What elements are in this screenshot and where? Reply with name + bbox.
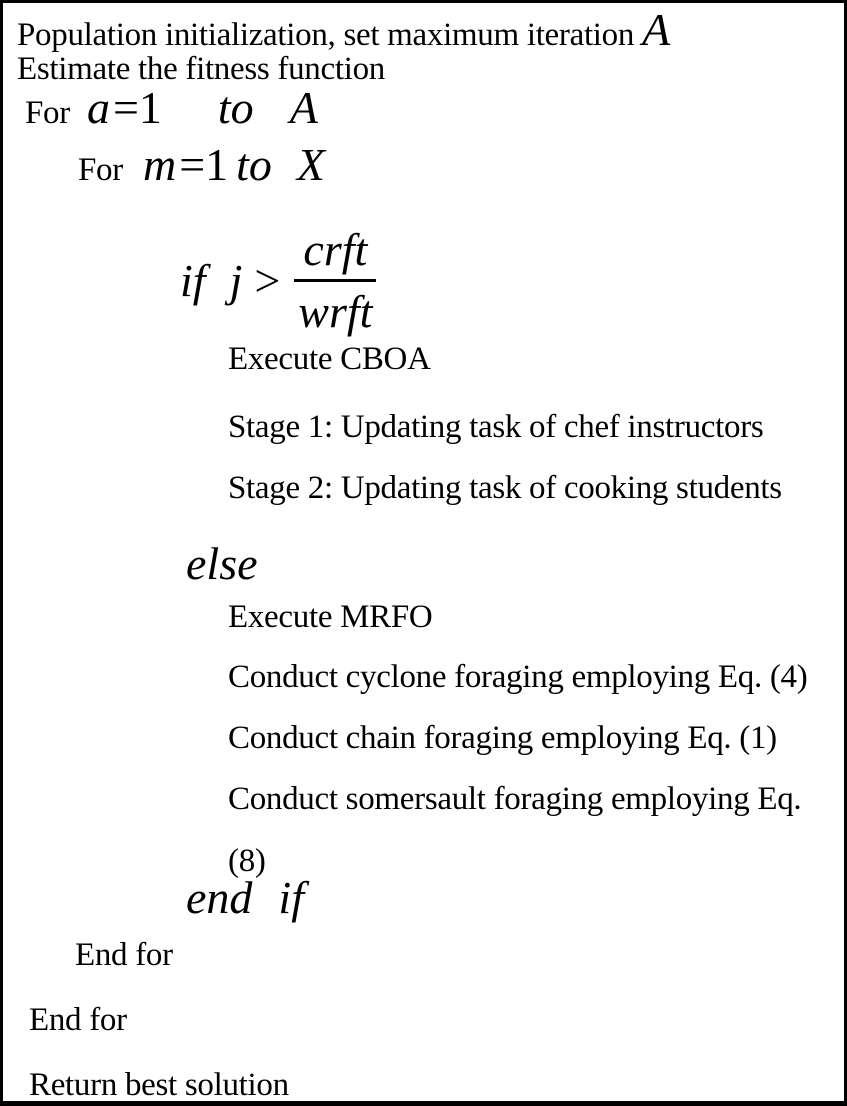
- max-iteration-var: A: [642, 4, 671, 55]
- conduct-somersault-text: Conduct somersault foraging employing Eq. (8): [228, 781, 802, 879]
- assign-inner: =1: [179, 139, 229, 190]
- stage1-text: Stage 1: Updating task of chef instructors: [228, 409, 764, 445]
- line-end-for-inner: [75, 939, 173, 972]
- end-for-inner-text: End for: [75, 937, 173, 973]
- to-keyword-outer: to: [217, 82, 254, 133]
- loop-var-m: m: [142, 139, 177, 190]
- line-conduct-chain: [228, 722, 777, 755]
- line-return-best-solution: [29, 1069, 289, 1102]
- condition-var-j: j: [229, 255, 243, 306]
- line-population-init: [17, 4, 671, 55]
- line-execute-cboa: [228, 343, 431, 376]
- estimate-fitness-text: Estimate the fitness function: [17, 51, 385, 87]
- to-keyword-inner: to: [236, 139, 272, 190]
- loop-limit-X: X: [296, 139, 326, 190]
- population-init-text: Population initialization, set maximum iteration: [17, 17, 635, 53]
- line-if-condition: [180, 224, 376, 337]
- line-conduct-somersault: [228, 771, 828, 895]
- for-keyword-inner: For: [78, 152, 123, 188]
- else-keyword: else: [186, 538, 258, 589]
- conduct-cyclone-text: Conduct cyclone foraging employing Eq. (4): [228, 659, 808, 695]
- loop-limit-A: A: [289, 82, 318, 133]
- loop-var-a: a: [86, 82, 110, 133]
- fraction-numerator-crft: crft: [303, 224, 368, 275]
- line-execute-mrfo: [228, 601, 432, 634]
- fraction-denominator-wrft: wrft: [298, 286, 373, 337]
- end-for-outer-text: End for: [29, 1002, 127, 1038]
- line-stage1: [228, 411, 763, 444]
- line-else: [186, 538, 258, 589]
- return-best-solution-text: Return best solution: [29, 1067, 289, 1103]
- line-estimate-fitness: [17, 53, 385, 86]
- conduct-chain-text: Conduct chain foraging employing Eq. (1): [228, 720, 777, 756]
- line-stage2: [228, 472, 782, 505]
- end-keyword: end: [186, 872, 253, 923]
- greater-than-operator: >: [254, 255, 281, 306]
- line-for-outer-loop: [25, 82, 318, 133]
- line-conduct-cyclone: [228, 661, 807, 694]
- line-end-for-outer: [29, 1004, 127, 1037]
- stage2-text: Stage 2: Updating task of cooking students: [228, 470, 782, 506]
- assign-outer: =1: [112, 82, 162, 133]
- if-keyword: if: [180, 255, 206, 306]
- line-end-if: [186, 872, 304, 923]
- condition-fraction: [294, 224, 376, 337]
- execute-mrfo-text: Execute MRFO: [228, 599, 433, 635]
- for-keyword-outer: For: [25, 95, 70, 131]
- end-if-keyword: if: [278, 872, 304, 923]
- line-for-inner-loop: [78, 139, 326, 190]
- execute-cboa-text: Execute CBOA: [228, 341, 431, 377]
